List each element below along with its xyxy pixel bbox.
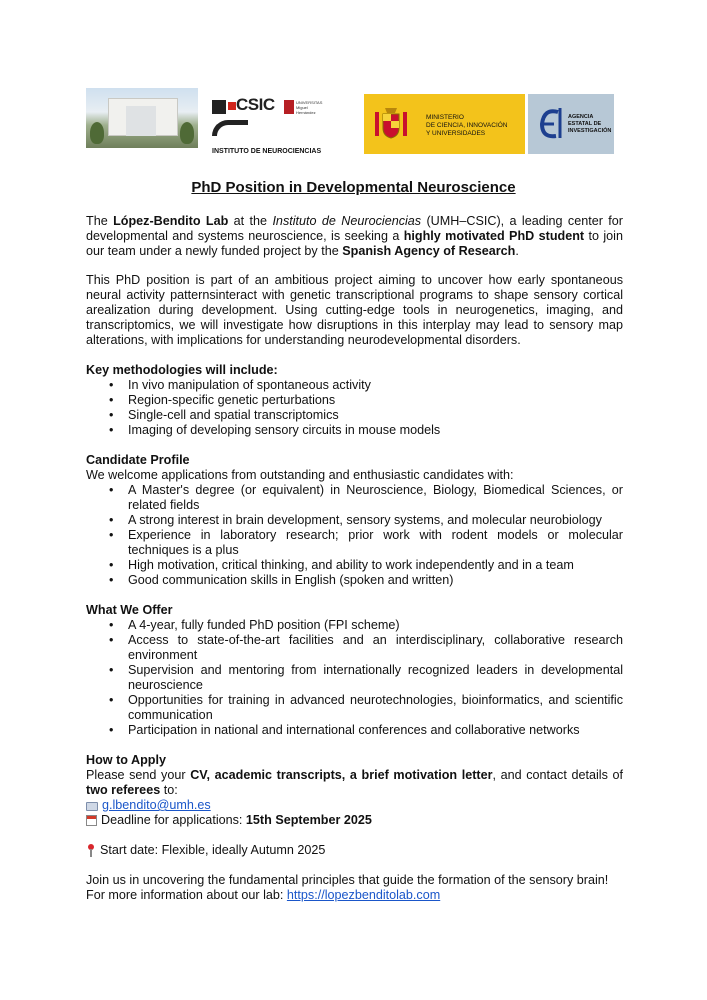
document-body [86, 214, 623, 903]
lab-name: López-Bendito Lab [113, 214, 229, 228]
apply-heading: How to Apply [86, 753, 166, 767]
header-logos [86, 88, 616, 156]
methods-list [109, 378, 623, 438]
list-item: • A 4-year, fully funded PhD position (FPI scheme) [109, 618, 623, 633]
list-item: • Region-specific genetic perturbations [109, 393, 623, 408]
list-item: • In vivo manipulation of spontaneous activity [109, 378, 623, 393]
list-item: • A strong interest in brain development, sensory systems, and molecular neurobiology [109, 513, 623, 528]
list-item: • Single-cell and spatial transcriptomics [109, 408, 623, 423]
ministerio-line-3: Y UNIVERSIDADES [426, 130, 486, 137]
csic-wordmark: CSIC [236, 95, 275, 114]
list-item: • Supervision and mentoring from internationally recognized leaders in developmental neuroscience [109, 663, 623, 693]
deadline-date: 15th September 2025 [245, 813, 372, 827]
institute-italic: Instituto de Neurociencias [272, 214, 422, 228]
deadline-label: Deadline for applications: [101, 813, 246, 827]
list-item: • Imaging of developing sensory circuits in mouse models [109, 423, 623, 438]
agencia-line-2: ESTATAL DE [568, 121, 602, 127]
referees-highlight: two referees [86, 783, 161, 797]
offer-heading: What We Offer [86, 603, 173, 617]
start-date-line [86, 843, 623, 858]
ministerio-line-1: MINISTERIO [426, 114, 464, 121]
umh-logo-icon [284, 100, 294, 114]
apply-section [86, 753, 623, 903]
in-logo-icon [212, 120, 248, 136]
page-title: PhD Position in Developmental Neuroscience [191, 179, 516, 196]
intro-paragraph: The López-Bendito Lab at the Instituto de Neurociencias (UMH–CSIC), a leading center for developmental and systems neuroscience, is seeking a highly motivated PhD student to join our team under a newly funded project by the Spanish Agency of Research. [86, 214, 623, 258]
institute-name: INSTITUTO DE NEUROCIENCIAS [212, 148, 322, 155]
agencia-line-3: INVESTIGACIÓN [568, 128, 612, 134]
envelope-icon [86, 802, 98, 811]
documents-highlight: CV, academic transcripts, a brief motivation letter [190, 768, 493, 782]
pushpin-icon [86, 844, 96, 858]
list-item: • High motivation, critical thinking, and ability to work independently and in a team [109, 558, 623, 573]
list-item: • Opportunities for training in advanced neurotechnologies, bioinformatics, and scientific communication [109, 693, 623, 723]
spain-coat-of-arms-icon [373, 106, 409, 142]
apply-paragraph: Please send your CV, academic transcripts, a brief motivation letter, and contact details of two referees to: [86, 768, 623, 797]
profile-section [86, 453, 623, 588]
start-date: Start date: Flexible, ideally Autumn 2025 [100, 843, 326, 857]
methods-section [86, 363, 623, 438]
agencia-logo [528, 94, 614, 154]
calendar-icon [86, 815, 97, 826]
agency-highlight: Spanish Agency of Research [342, 244, 516, 258]
deadline-line [86, 813, 623, 828]
list-item: • Experience in laboratory research; prior work with rodent models or molecular techniques is a plus [109, 528, 623, 558]
offer-list [109, 618, 623, 738]
ministerio-line-2: DE CIENCIA, INNOVACIÓN [426, 122, 508, 129]
role-highlight: highly motivated PhD student [403, 229, 585, 243]
methods-heading: Key methodologies will include: [86, 363, 278, 377]
umh-wordmark: UNIVERSITAS Miguel Hernández [296, 100, 323, 115]
agencia-line-1: AGENCIA [568, 114, 594, 120]
aei-logo-icon [536, 104, 564, 144]
profile-list [109, 483, 623, 588]
project-paragraph: This PhD position is part of an ambitious project aiming to uncover how early spontaneous neural activity patternsinteract with genetic transcriptional programs to shape sensory cortical arealization during development. Using cutting-edge tools in neurogenetics, imaging, and transcriptomics, we will investigate how disruptions in this interplay may lead to sensory map alterations, with implications for understanding neurodevelopmental disorders. [86, 273, 623, 347]
email-line [86, 798, 623, 813]
list-item: • Good communication skills in English (spoken and written) [109, 573, 623, 588]
lab-website-link[interactable]: https://lopezbenditolab.com [286, 888, 441, 902]
profile-lead: We welcome applications from outstanding and enthusiastic candidates with: [86, 468, 514, 482]
profile-heading: Candidate Profile [86, 453, 190, 467]
offer-section [86, 603, 623, 738]
lab-info-line: For more information about our lab: https://lopezbenditolab.com [86, 888, 441, 902]
list-item: • Access to state-of-the-art facilities and an interdisciplinary, collaborative research environment [109, 633, 623, 663]
list-item: • A Master's degree (or equivalent) in Neuroscience, Biology, Biomedical Sciences, or related fields [109, 483, 623, 513]
ministerio-logo [364, 94, 525, 154]
email-link[interactable]: g.lbendito@umh.es [102, 798, 211, 812]
closing-line: Join us in uncovering the fundamental principles that guide the formation of the sensory brain! [86, 873, 609, 887]
list-item: • Participation in national and international conferences and collaborative networks [109, 723, 623, 738]
institute-building-photo [86, 88, 198, 148]
